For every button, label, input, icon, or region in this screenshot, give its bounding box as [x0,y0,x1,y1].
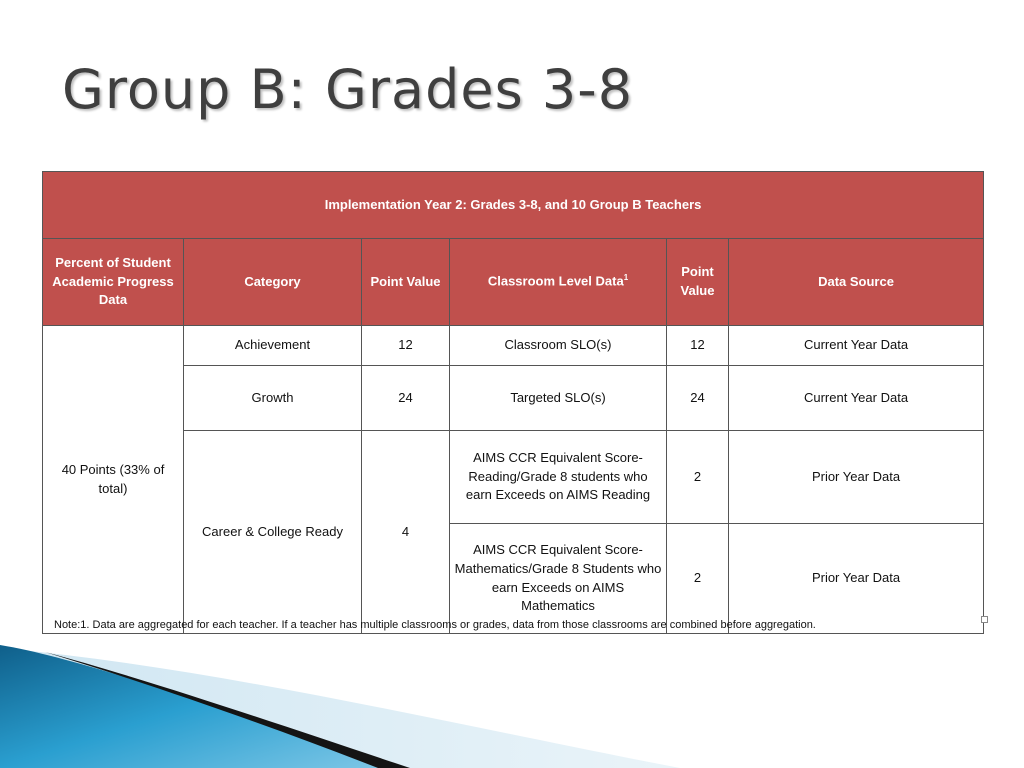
slide-title: Group B: Grades 3-8 [62,58,634,121]
table-row [43,431,984,524]
header-classroom-data-label: Classroom Level Data [487,273,624,289]
table-row [43,326,984,366]
table-footnote: Note:1. Data are aggregated for each teacher. If a teacher has multiple classrooms or grades, data from those classrooms are combined before aggregation. [54,619,816,631]
category-cell: Growth [184,366,362,431]
point-value-cell: 24 [362,366,450,431]
table-row [43,366,984,431]
header-category: Category [184,239,362,326]
point-value-2-cell: 24 [667,366,729,431]
table-banner: Implementation Year 2: Grades 3-8, and 10 Group B Teachers [43,172,984,239]
points-table [42,171,984,634]
category-cell: Career & College Ready [184,431,362,634]
point-value-cell: 4 [362,431,450,634]
data-source-cell: Current Year Data [729,326,984,366]
classroom-data-cell: Classroom SLO(s) [450,326,667,366]
data-source-cell: Prior Year Data [729,524,984,634]
point-value-2-cell: 2 [667,431,729,524]
category-cell: Achievement [184,326,362,366]
header-percent: Percent of Student Academic Progress Data [43,239,184,326]
point-value-cell: 12 [362,326,450,366]
footnote-marker: 1 [623,273,629,283]
data-source-cell: Current Year Data [729,366,984,431]
classroom-data-cell: Targeted SLO(s) [450,366,667,431]
banner-row [43,172,984,239]
header-row [43,239,984,326]
header-point-value: Point Value [362,239,450,326]
point-value-2-cell: 12 [667,326,729,366]
percent-cell: 40 Points (33% of total) [43,326,184,634]
data-source-cell: Prior Year Data [729,431,984,524]
header-classroom-data [450,239,667,326]
resize-handle [981,616,988,623]
header-data-source: Data Source [729,239,984,326]
decorative-swoosh [0,640,1024,768]
header-point-value-2: Point Value [667,239,729,326]
classroom-data-cell: AIMS CCR Equivalent Score-Reading/Grade 8 students who earn Exceeds on AIMS Reading [450,431,667,524]
point-value-2-cell: 2 [667,524,729,634]
classroom-data-cell: AIMS CCR Equivalent Score-Mathematics/Grade 8 Students who earn Exceeds on AIMS Mathematics [450,524,667,634]
